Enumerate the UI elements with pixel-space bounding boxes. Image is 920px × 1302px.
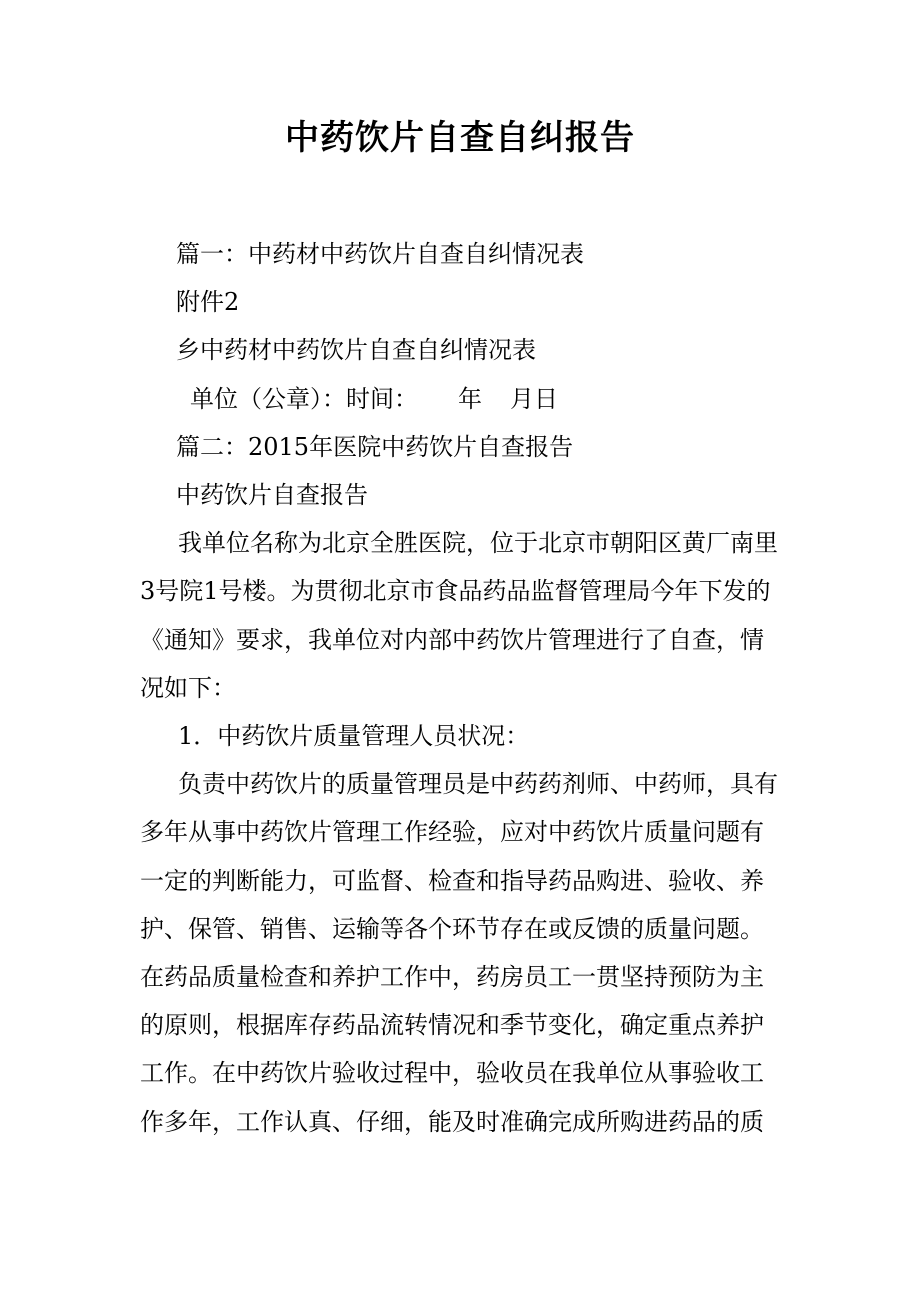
unit-label: 单位（公章）：: [190, 384, 346, 413]
section1-heading: 1．中药饮片质量管理人员状况：: [178, 721, 530, 750]
document-body: [140, 230, 784, 1146]
part2-heading: 篇二：2015年医院中药饮片自查报告: [176, 432, 574, 461]
section1-text: 负责中药饮片的质量管理员是中药药剂师、中药师，具有多年从事中药饮片管理工作经验，应对中药饮片质量问题有一定的判断能力，可监督、检查和指导药品购进、验收、养护、保管、销售、运输等各个环节存在或反馈的质量问题。在药品质量检查和养护工作中，药房员工一贯坚持预防为主的原则，根据库存药品流转情况和季节变化，确定重点养护工作。在中药饮片验收过程中，验收员在我单位从事验收工作多年，工作认真、仔细，能及时准确完成所购进药品的质: [140, 770, 778, 1136]
month-day-label: 月日: [510, 384, 558, 413]
intro-paragraph: [140, 519, 784, 712]
section1-heading-block: [140, 712, 784, 760]
form-title: 乡中药材中药饮片自查自纠情况表: [176, 336, 536, 365]
time-label: 时间：: [346, 384, 418, 413]
document-title: 中药饮片自查自纠报告: [285, 118, 635, 158]
unit-time-line: [140, 375, 784, 423]
intro-text: 我单位名称为北京全胜医院，位于北京市朝阳区黄厂南里3号院1号楼。为贯彻北京市食品药品监督管理局今年下发的《通知》要求，我单位对内部中药饮片管理进行了自查，情况如下：: [140, 529, 778, 702]
report-subtitle: 中药饮片自查报告: [176, 480, 368, 509]
part1-heading: 篇一：中药材中药饮片自查自纠情况表: [176, 240, 584, 268]
attachment-label: 附件2: [176, 288, 240, 317]
section1-paragraph: [140, 760, 784, 1146]
year-label: 年: [458, 384, 482, 413]
